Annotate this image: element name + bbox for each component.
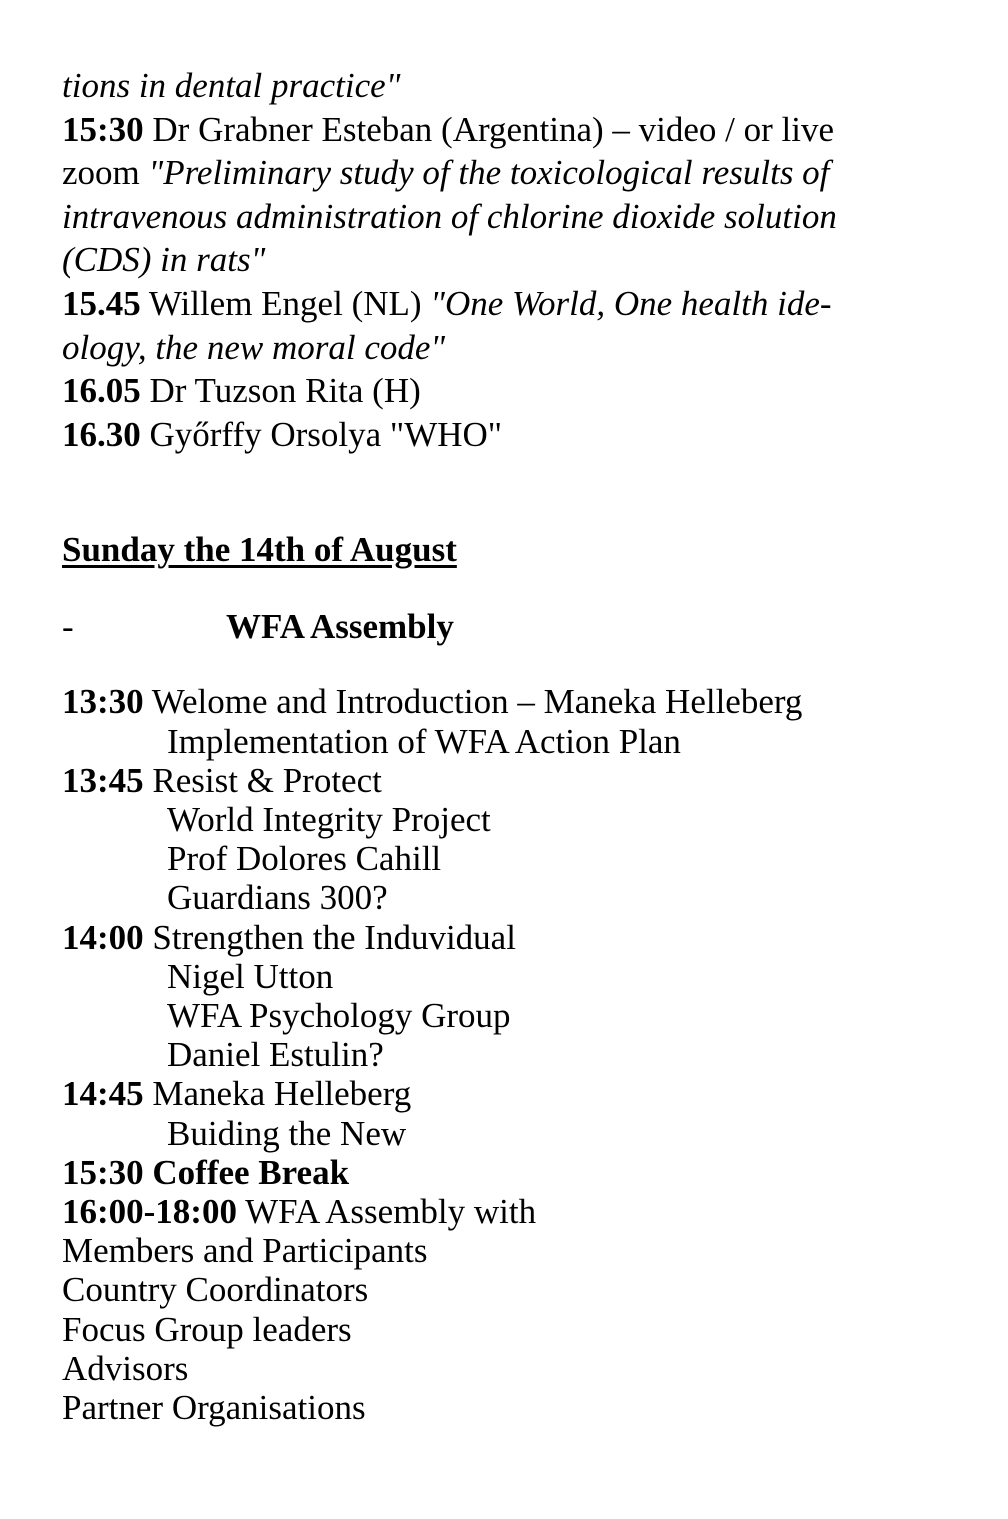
entry-text: Maneka Helleberg: [143, 1074, 412, 1114]
entry-time: 15.45: [62, 283, 141, 323]
schedule-entry: [62, 413, 962, 457]
entry-speaker-cont: zoom: [62, 153, 149, 193]
entry-speaker: Dr Tuzson Rita (H): [140, 371, 421, 411]
entry-sub-item: Daniel Estulin?: [167, 1035, 384, 1075]
entry-sub-item: Guardians 300?: [167, 878, 388, 918]
schedule-entry-cont: [62, 151, 962, 195]
entry-title: ology, the new moral code": [62, 327, 446, 367]
entry-time: 16.30: [62, 414, 141, 454]
entry-time: 14:45: [62, 1074, 144, 1114]
participant-item: Partner Organisations: [62, 1388, 366, 1427]
entry-time: 16:00-18:00: [62, 1191, 237, 1231]
entry-speaker: Willem Engel (NL): [140, 283, 431, 323]
schedule-entry: [62, 682, 962, 721]
entry-sub-item: Buiding the New: [167, 1113, 407, 1153]
entry-text: WFA Assembly with: [236, 1191, 537, 1231]
schedule-entry: [62, 369, 962, 413]
schedule-entry: [62, 761, 962, 800]
document-page: [62, 64, 962, 1427]
assembly-title: WFA Assembly: [226, 607, 454, 647]
talk-title-continuation: tions in dental practice": [62, 66, 401, 105]
entry-text: Welome and Introduction – Maneka Helleberg: [143, 682, 803, 722]
entry-title: "One World, One health ide-: [430, 283, 832, 323]
sunday-schedule: [62, 682, 962, 1427]
assembly-heading: [62, 605, 962, 648]
schedule-entry: [62, 282, 962, 326]
entry-time: 14:00: [62, 917, 144, 957]
entry-title: (CDS) in rats": [62, 240, 266, 280]
entry-sub-item: Implementation of WFA Action Plan: [167, 721, 681, 761]
entry-time: 13:30: [62, 682, 144, 722]
participant-item: Country Coordinators: [62, 1270, 369, 1310]
day-heading: Sunday the 14th of August: [62, 530, 457, 570]
entry-time: 15:30: [62, 1152, 144, 1192]
entry-time: 13:45: [62, 760, 144, 800]
entry-text: Coffee Break: [143, 1152, 350, 1192]
participant-item: Advisors: [62, 1348, 189, 1388]
entry-title: "Preliminary study of the toxicological results of: [148, 153, 830, 193]
entry-sub-item: WFA Psychology Group: [167, 995, 511, 1035]
entry-sub-item: World Integrity Project: [167, 799, 491, 839]
schedule-entry: [62, 1153, 962, 1192]
entry-time: 15:30: [62, 109, 144, 149]
schedule-entry: [62, 918, 962, 957]
participant-item: Members and Participants: [62, 1231, 428, 1271]
saturday-schedule: [62, 64, 962, 456]
entry-title: intravenous administration of chlorine dioxide solution: [62, 196, 837, 236]
schedule-entry: [62, 1192, 962, 1231]
entry-sub-item: Nigel Utton: [167, 956, 334, 996]
entry-sub-item: Prof Dolores Cahill: [167, 839, 442, 879]
entry-text: Strengthen the Induvidual: [143, 917, 516, 957]
entry-text: Resist & Protect: [143, 760, 382, 800]
entry-speaker: Dr Grabner Esteban (Argentina) – video / or live: [143, 109, 835, 149]
schedule-entry: [62, 108, 962, 152]
schedule-entry: [62, 1074, 962, 1113]
entry-time: 16.05: [62, 371, 141, 411]
participant-item: Focus Group leaders: [62, 1309, 352, 1349]
bullet-dash: -: [62, 607, 74, 647]
entry-speaker: Győrffy Orsolya "WHO": [140, 414, 503, 454]
